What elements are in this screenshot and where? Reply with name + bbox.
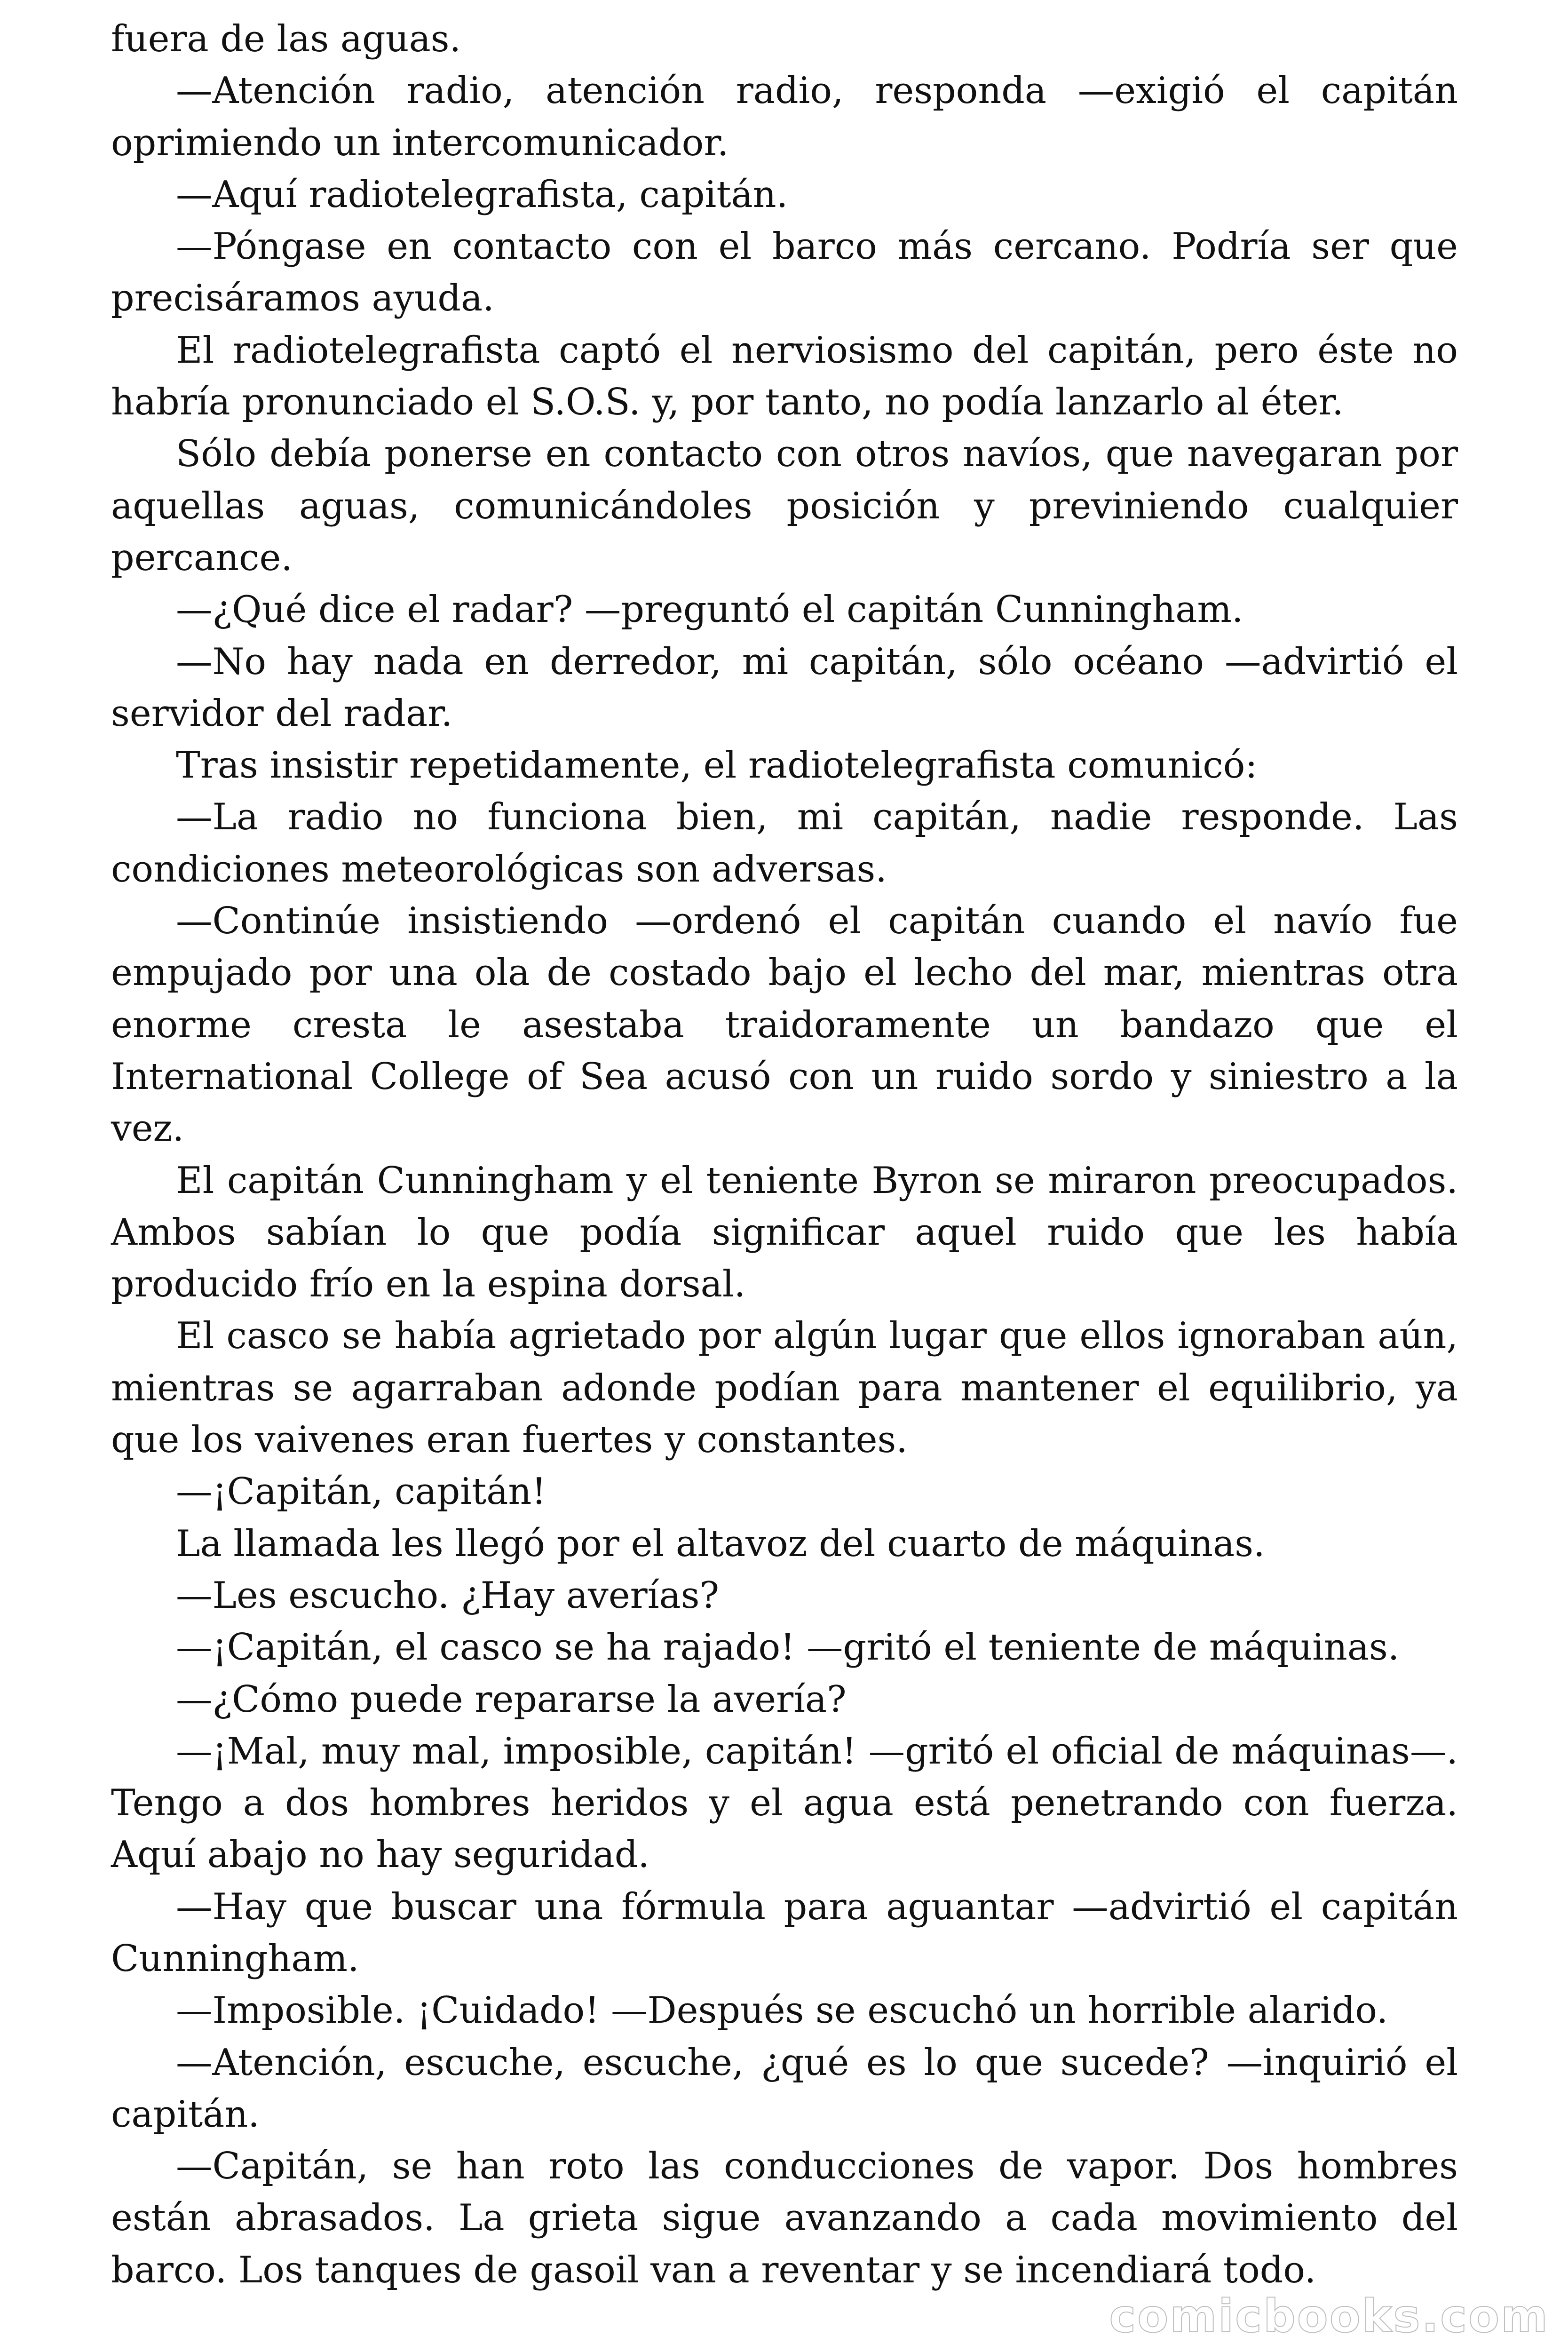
paragraph: —Aquí radiotelegrafista, capitán. [176, 173, 788, 216]
paragraph: —Atención radio, atención radio, responda —exigió el capitán oprimiendo un intercomunicador. [111, 70, 1458, 164]
paragraph: —No hay nada en derredor, mi capitán, sólo océano —advirtió el servidor del radar. [111, 640, 1458, 735]
book-page-body [111, 13, 1458, 2296]
paragraph: —¿Qué dice el radar? —preguntó el capitán Cunningham. [176, 588, 1243, 631]
paragraph: —Atención, escuche, escuche, ¿qué es lo que sucede? —inquirió el capitán. [111, 2041, 1458, 2136]
paragraph: La llamada les llegó por el altavoz del cuarto de máquinas. [176, 1522, 1265, 1565]
paragraph: El radiotelegrafista captó el nerviosismo del capitán, pero éste no habría pronunciado el S.O.S. y, por tanto, no podía lanzarlo al éter. [111, 329, 1458, 424]
paragraph: —¡Mal, muy mal, imposible, capitán! —gritó el oficial de máquinas—. Tengo a dos hombres heridos y el agua está penetrando con fuerza. Aquí abajo no hay seguridad. [111, 1730, 1458, 1876]
paragraph: —¿Cómo puede repararse la avería? [176, 1678, 847, 1721]
paragraph: —¡Capitán, capitán! [176, 1470, 546, 1513]
paragraph: Tras insistir repetidamente, el radiotelegrafista comunicó: [176, 744, 1258, 787]
paragraph: —Continúe insistiendo —ordenó el capitán cuando el navío fue empujado por una ola de costado bajo el lecho del mar, mientras otra enorme cresta le asestaba traidoramente un bandazo que el International College of Sea acusó con un ruido sordo y siniestro a la vez. [111, 900, 1458, 1150]
watermark: comicbooks.com [1109, 2290, 1549, 2343]
paragraph: Sólo debía ponerse en contacto con otros navíos, que navegaran por aquellas aguas, comunicándoles posición y previniendo cualquier percance. [111, 433, 1458, 579]
paragraph: —Capitán, se han roto las conducciones de vapor. Dos hombres están abrasados. La grieta sigue avanzando a cada movimiento del barco. Los tanques de gasoil van a reventar y se incendiará todo. [111, 2145, 1458, 2291]
paragraph: fuera de las aguas. [111, 18, 461, 60]
paragraph: —Póngase en contacto con el barco más cercano. Podría ser que precisáramos ayuda. [111, 225, 1458, 320]
paragraph: —Imposible. ¡Cuidado! —Después se escuchó un horrible alarido. [176, 1989, 1388, 2032]
paragraph: El casco se había agrietado por algún lugar que ellos ignoraban aún, mientras se agarraban adonde podían para mantener el equilibrio, ya que los vaivenes eran fuertes y constantes. [111, 1315, 1458, 1462]
paragraph: —Hay que buscar una fórmula para aguantar —advirtió el capitán Cunningham. [111, 1885, 1458, 1980]
paragraph: El capitán Cunningham y el teniente Byron se miraron preocupados. Ambos sabían lo que podía significar aquel ruido que les había producido frío en la espina dorsal. [111, 1159, 1458, 1306]
paragraph: —La radio no funciona bien, mi capitán, nadie responde. Las condiciones meteorológicas son adversas. [111, 796, 1458, 890]
paragraph: —¡Capitán, el casco se ha rajado! —gritó el teniente de máquinas. [176, 1626, 1400, 1669]
paragraph: —Les escucho. ¿Hay averías? [176, 1574, 720, 1617]
